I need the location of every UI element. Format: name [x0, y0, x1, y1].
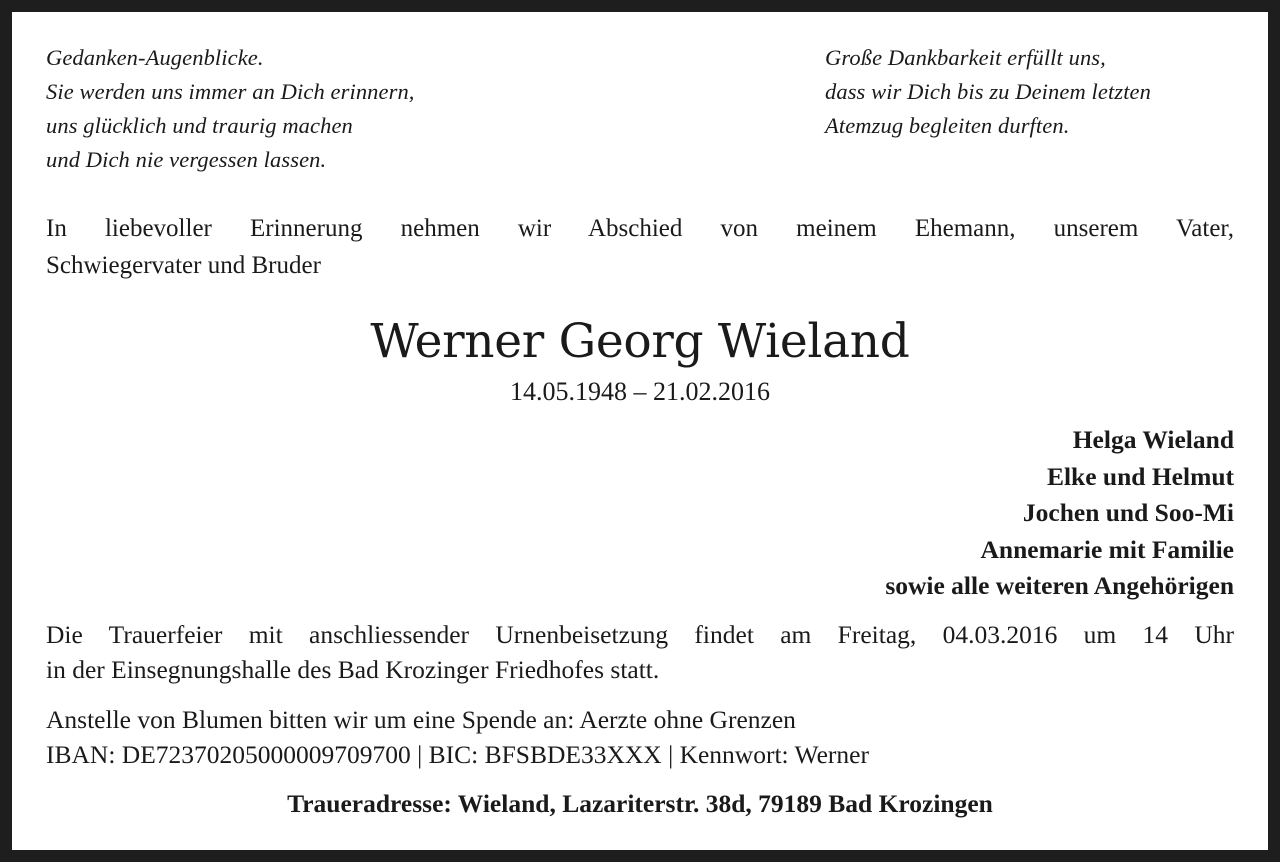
poem-left-line: und Dich nie vergessen lassen. [46, 147, 327, 172]
life-dates: 14.05.1948 – 21.02.2016 [510, 377, 770, 406]
obituary-notice [12, 12, 1268, 850]
mourners-list [885, 422, 1234, 605]
mourner-entry: Elke und Helmut [1046, 461, 1234, 491]
poem-left [46, 41, 415, 177]
mourner-entry: sowie alle weiteren Angehörigen [885, 571, 1234, 600]
poem-right-line: dass wir Dich bis zu Deinem letzten [825, 79, 1151, 104]
donation-line-1: Anstelle von Blumen bitten wir um eine Spende an: Aerzte ohne Grenzen [46, 705, 796, 734]
poem-right-line: Große Dankbarkeit erfüllt uns, [825, 45, 1106, 70]
mourner-entry: Jochen und Soo-Mi [1022, 498, 1234, 527]
poem-left-line: Sie werden uns immer an Dich erinnern, [46, 79, 415, 104]
poem-right [825, 41, 1151, 143]
mourner-entry: Helga Wieland [1072, 425, 1234, 454]
mourner-entry: Annemarie mit Familie [980, 534, 1234, 564]
poem-left-line: Gedanken-Augenblicke. [46, 45, 264, 70]
ceremony-info [46, 617, 1234, 687]
poem-right-line: Atemzug begleiten durften. [825, 113, 1070, 138]
intro-text [46, 210, 1234, 284]
ceremony-line-1: Die Trauerfeier mit anschliessender Urnenbeisetzung findet am Freitag, 04.03.2016 um 14 Uhr [46, 620, 1234, 649]
donation-bank-details: IBAN: DE72370205000009709700 | BIC: BFSBDE33XXX | Kennwort: Werner [46, 740, 869, 769]
deceased-name: Werner Georg Wieland [370, 314, 910, 369]
poem-left-line: uns glücklich und traurig machen [46, 113, 353, 138]
mourning-address: Traueradresse: Wieland, Lazariterstr. 38d, 79189 Bad Krozingen [287, 789, 993, 818]
ceremony-line-2: in der Einsegnungshalle des Bad Krozinger Friedhofes statt. [46, 655, 660, 684]
donation-info [46, 702, 1234, 772]
intro-line-2: Schwiegervater und Bruder [46, 252, 321, 279]
intro-line-1: In liebevoller Erinnerung nehmen wir Abschied von meinem Ehemann, unserem Vater, [46, 215, 1234, 242]
